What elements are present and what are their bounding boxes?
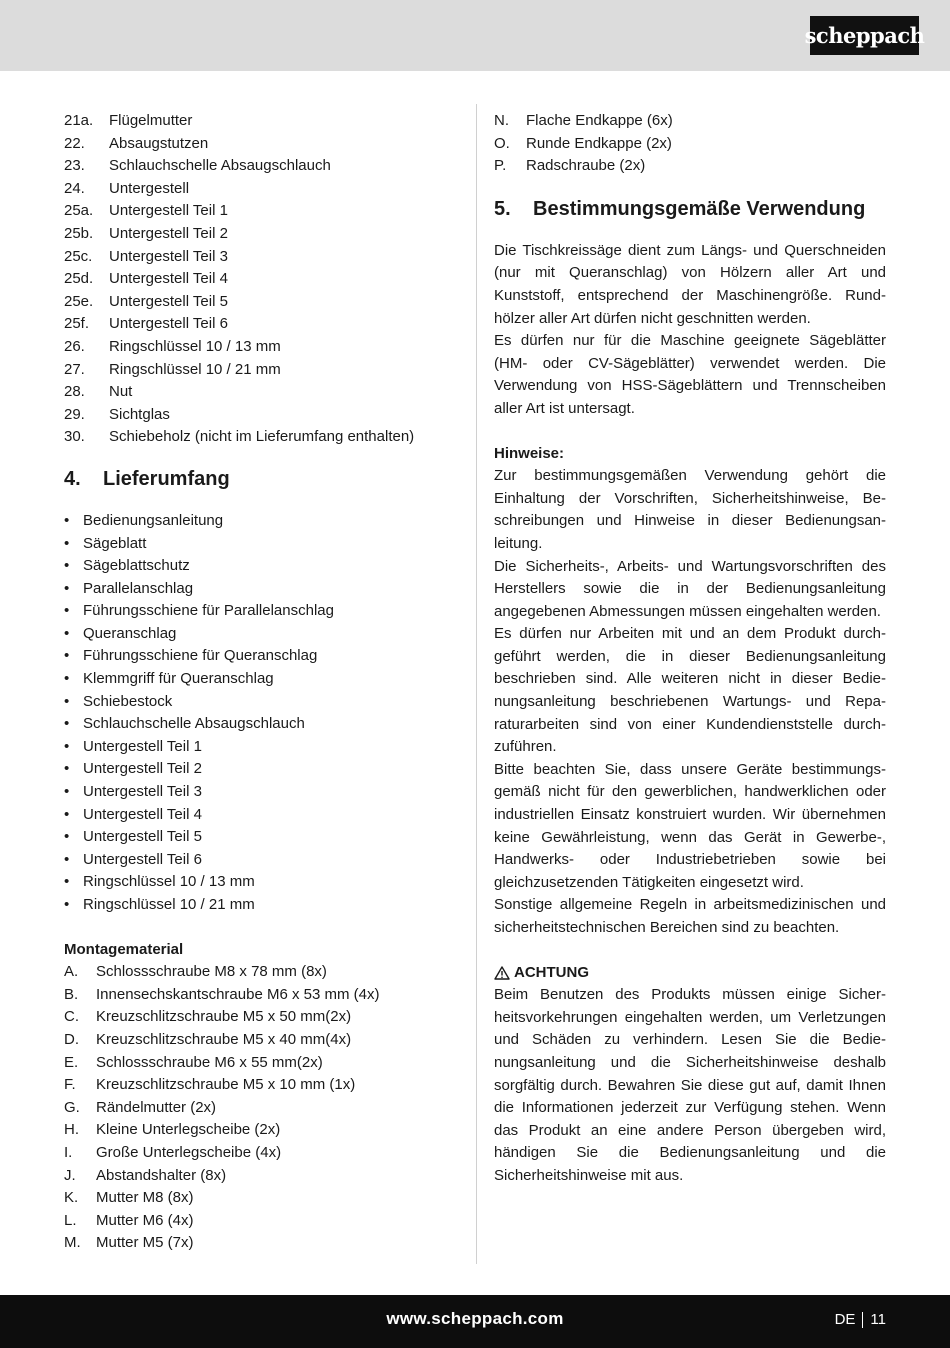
list-item: • Untergestell Teil 6	[64, 850, 202, 868]
list-item: • Schiebestock	[64, 692, 173, 710]
list-item: A. Schlossschraube M8 x 78 mm (8x)	[64, 963, 327, 981]
list-item: • Klemmgriff für Queranschlag	[64, 670, 274, 688]
list-item: • Bedienungsanleitung	[64, 511, 224, 529]
page-number	[835, 1311, 886, 1328]
section-4-heading: 4. Lieferumfang	[64, 467, 230, 490]
scope-list	[64, 510, 456, 917]
list-item: • Untergestell Teil 3	[64, 783, 202, 801]
list-item: F. Kreuzschlitzschraube M5 x 10 mm (1x)	[64, 1076, 356, 1094]
list-item: 27. Ringschlüssel 10 / 21 mm	[64, 360, 281, 378]
list-item: L. Mutter M6 (4x)	[64, 1211, 194, 1229]
list-item: • Führungsschiene für Parallelanschlag	[64, 602, 334, 620]
list-item: C. Kreuzschlitzschraube M5 x 50 mm(2x)	[64, 1008, 352, 1026]
list-item: B. Innensechskantschraube M6 x 53 mm (4x)	[64, 985, 380, 1003]
page-number-value: 11	[870, 1311, 886, 1328]
list-item: H. Kleine Unterlegscheibe (2x)	[64, 1121, 281, 1139]
list-item: J. Abstandshalter (8x)	[64, 1166, 227, 1184]
list-item: • Führungsschiene für Queranschlag	[64, 647, 318, 665]
list-item: M. Mutter M5 (7x)	[64, 1234, 194, 1252]
mount-heading: Montagematerial	[64, 940, 184, 958]
column-divider	[476, 104, 477, 1264]
list-item: E. Schlossschraube M6 x 55 mm(2x)	[64, 1053, 323, 1071]
list-item: • Sägeblattschutz	[64, 557, 190, 575]
section-5-heading: 5. Bestimmungsgemäße Verwendung	[494, 197, 866, 220]
list-item: • Untergestell Teil 2	[64, 760, 202, 778]
list-item: 25b. Untergestell Teil 2	[64, 224, 228, 242]
brand-logo-text: scheppach	[804, 23, 925, 48]
list-item: 22. Absaugstutzen	[64, 134, 209, 152]
hints-text	[494, 465, 886, 939]
warning-heading: ACHTUNG	[494, 962, 886, 985]
website-url: www.scheppach.com	[386, 1309, 564, 1328]
list-item: N. Flache Endkappe (6x)	[494, 112, 673, 129]
list-item: • Ringschlüssel 10 / 21 mm	[64, 896, 255, 913]
paragraph: Bitte beachten Sie, dass unsere Geräte bestimmungsgemäß nicht für den gewerblichen, handwerklichen oder industriellen Einsatz konstruiert wurden. Wir übernehmen keine Gewährleistung, wenn das Gerät in Gewerbe-, Handwerks- oder Industriebetrieben sowie bei gleichzusetzenden Tätigkeiten eingesetzt wird.	[494, 760, 886, 891]
list-item: P. Radschraube (2x)	[494, 157, 646, 175]
list-item: I. Große Unterlegscheibe (4x)	[64, 1143, 282, 1161]
warning-triangle-icon	[494, 966, 510, 980]
list-item: • Ringschlüssel 10 / 13 mm	[64, 873, 255, 891]
list-item: 28. Nut	[64, 383, 133, 401]
list-item: O. Runde Endkappe (2x)	[494, 134, 672, 152]
list-item: 25d. Untergestell Teil 4	[64, 270, 228, 288]
list-item: 25e. Untergestell Teil 5	[64, 292, 228, 310]
list-item: 25c. Untergestell Teil 3	[64, 247, 228, 265]
paragraph: Zur bestimmungsgemäßen Verwendung gehört die Einhaltung der Vorschriften, Sicherheitshinweise, Beschreibungen und Hinweise in dieser Bedienungsanleitung.	[494, 467, 886, 552]
brand-logo	[804, 16, 925, 55]
list-item: 26. Ringschlüssel 10 / 13 mm	[64, 337, 281, 355]
paragraph: Die Sicherheits-, Arbeits- und Wartungsvorschriften des Herstellers sowie die in der Bedienungsanleitung angegebenen Abmessungen müssen eingehalten werden.	[494, 557, 886, 620]
list-item: 25f. Untergestell Teil 6	[64, 315, 228, 333]
list-item: K. Mutter M8 (8x)	[64, 1189, 194, 1207]
list-item: 25a. Untergestell Teil 1	[64, 202, 228, 220]
page-footer	[0, 1295, 950, 1348]
list-item: • Sägeblatt	[64, 534, 147, 552]
list-item: 23. Schlauchschelle Absaugschlauch	[64, 157, 331, 175]
right-column	[494, 110, 886, 1188]
page-header	[0, 0, 950, 71]
list-item: • Untergestell Teil 4	[64, 805, 202, 823]
warning-text: Beim Benutzen des Produkts müssen einige Sicherheitsvorkehrungen eingehalten werden, um Verletzungen und Schäden zu verhindern. Lesen Sie die Bedienungsanleitung und die Sicherheitshinweise deshalb sorgfältig durch. Bewahren Sie diese gut auf, damit Ihnen die Informationen jederzeit zur Verfügung stehen. Wenn das Produkt an eine andere Person übergeben wird, händigen Sie die Bedienungsanleitung und die Sicherheitshinweise mit aus.	[494, 986, 886, 1184]
list-item: G. Rändelmutter (2x)	[64, 1098, 217, 1116]
page-separator	[862, 1312, 863, 1328]
list-item: 29. Sichtglas	[64, 405, 170, 423]
paragraph: Die Tischkreissäge dient zum Längs- und Querschneiden (nur mit Queranschlag) von Hölzern aller Art und Kunststoff, entsprechend der Maschinengröße. Rundhölzer aller Art dürfen nicht geschnitten werden.	[494, 241, 886, 327]
list-item: 30. Schiebeholz (nicht im Lieferumfang enthalten)	[64, 428, 415, 446]
mount-list	[64, 961, 456, 1255]
paragraph: Es dürfen nur für die Maschine geeignete Sägeblätter (HM- oder CV-Sägeblätter) verwendet werden. Die Verwendung von HSS-Sägeblättern und Trennscheiben aller Art ist untersagt.	[494, 332, 886, 417]
list-item: • Schlauchschelle Absaugschlauch	[64, 715, 305, 733]
mount-list-continued	[494, 110, 886, 178]
list-item: • Queranschlag	[64, 624, 177, 642]
paragraph: Es dürfen nur Arbeiten mit und an dem Produkt durchgeführt werden, die in dieser Bedienungsanleitung beschrieben sind. Alle weiteren nicht in dieser Bedienungsanleitung beschriebenen Wartungs- und Reparaturarbeiten sind von einer Kundendienststelle durchzuführen.	[494, 625, 886, 756]
list-item: 24. Untergestell	[64, 179, 190, 197]
list-item: • Parallelanschlag	[64, 579, 194, 597]
list-item: 21a. Flügelmutter	[64, 112, 193, 129]
left-column	[64, 110, 456, 1255]
parts-list	[64, 110, 456, 449]
language-code: DE	[834, 1311, 856, 1328]
list-item: • Untergestell Teil 5	[64, 828, 202, 846]
paragraph: Sonstige allgemeine Regeln in arbeitsmedizinischen und sicherheitstechnischen Bereichen sind zu beachten.	[494, 896, 886, 936]
hints-heading: Hinweise:	[494, 444, 565, 462]
list-item: • Untergestell Teil 1	[64, 737, 202, 755]
intended-use-text	[494, 240, 886, 421]
list-item: D. Kreuzschlitzschraube M5 x 40 mm(4x)	[64, 1030, 352, 1048]
